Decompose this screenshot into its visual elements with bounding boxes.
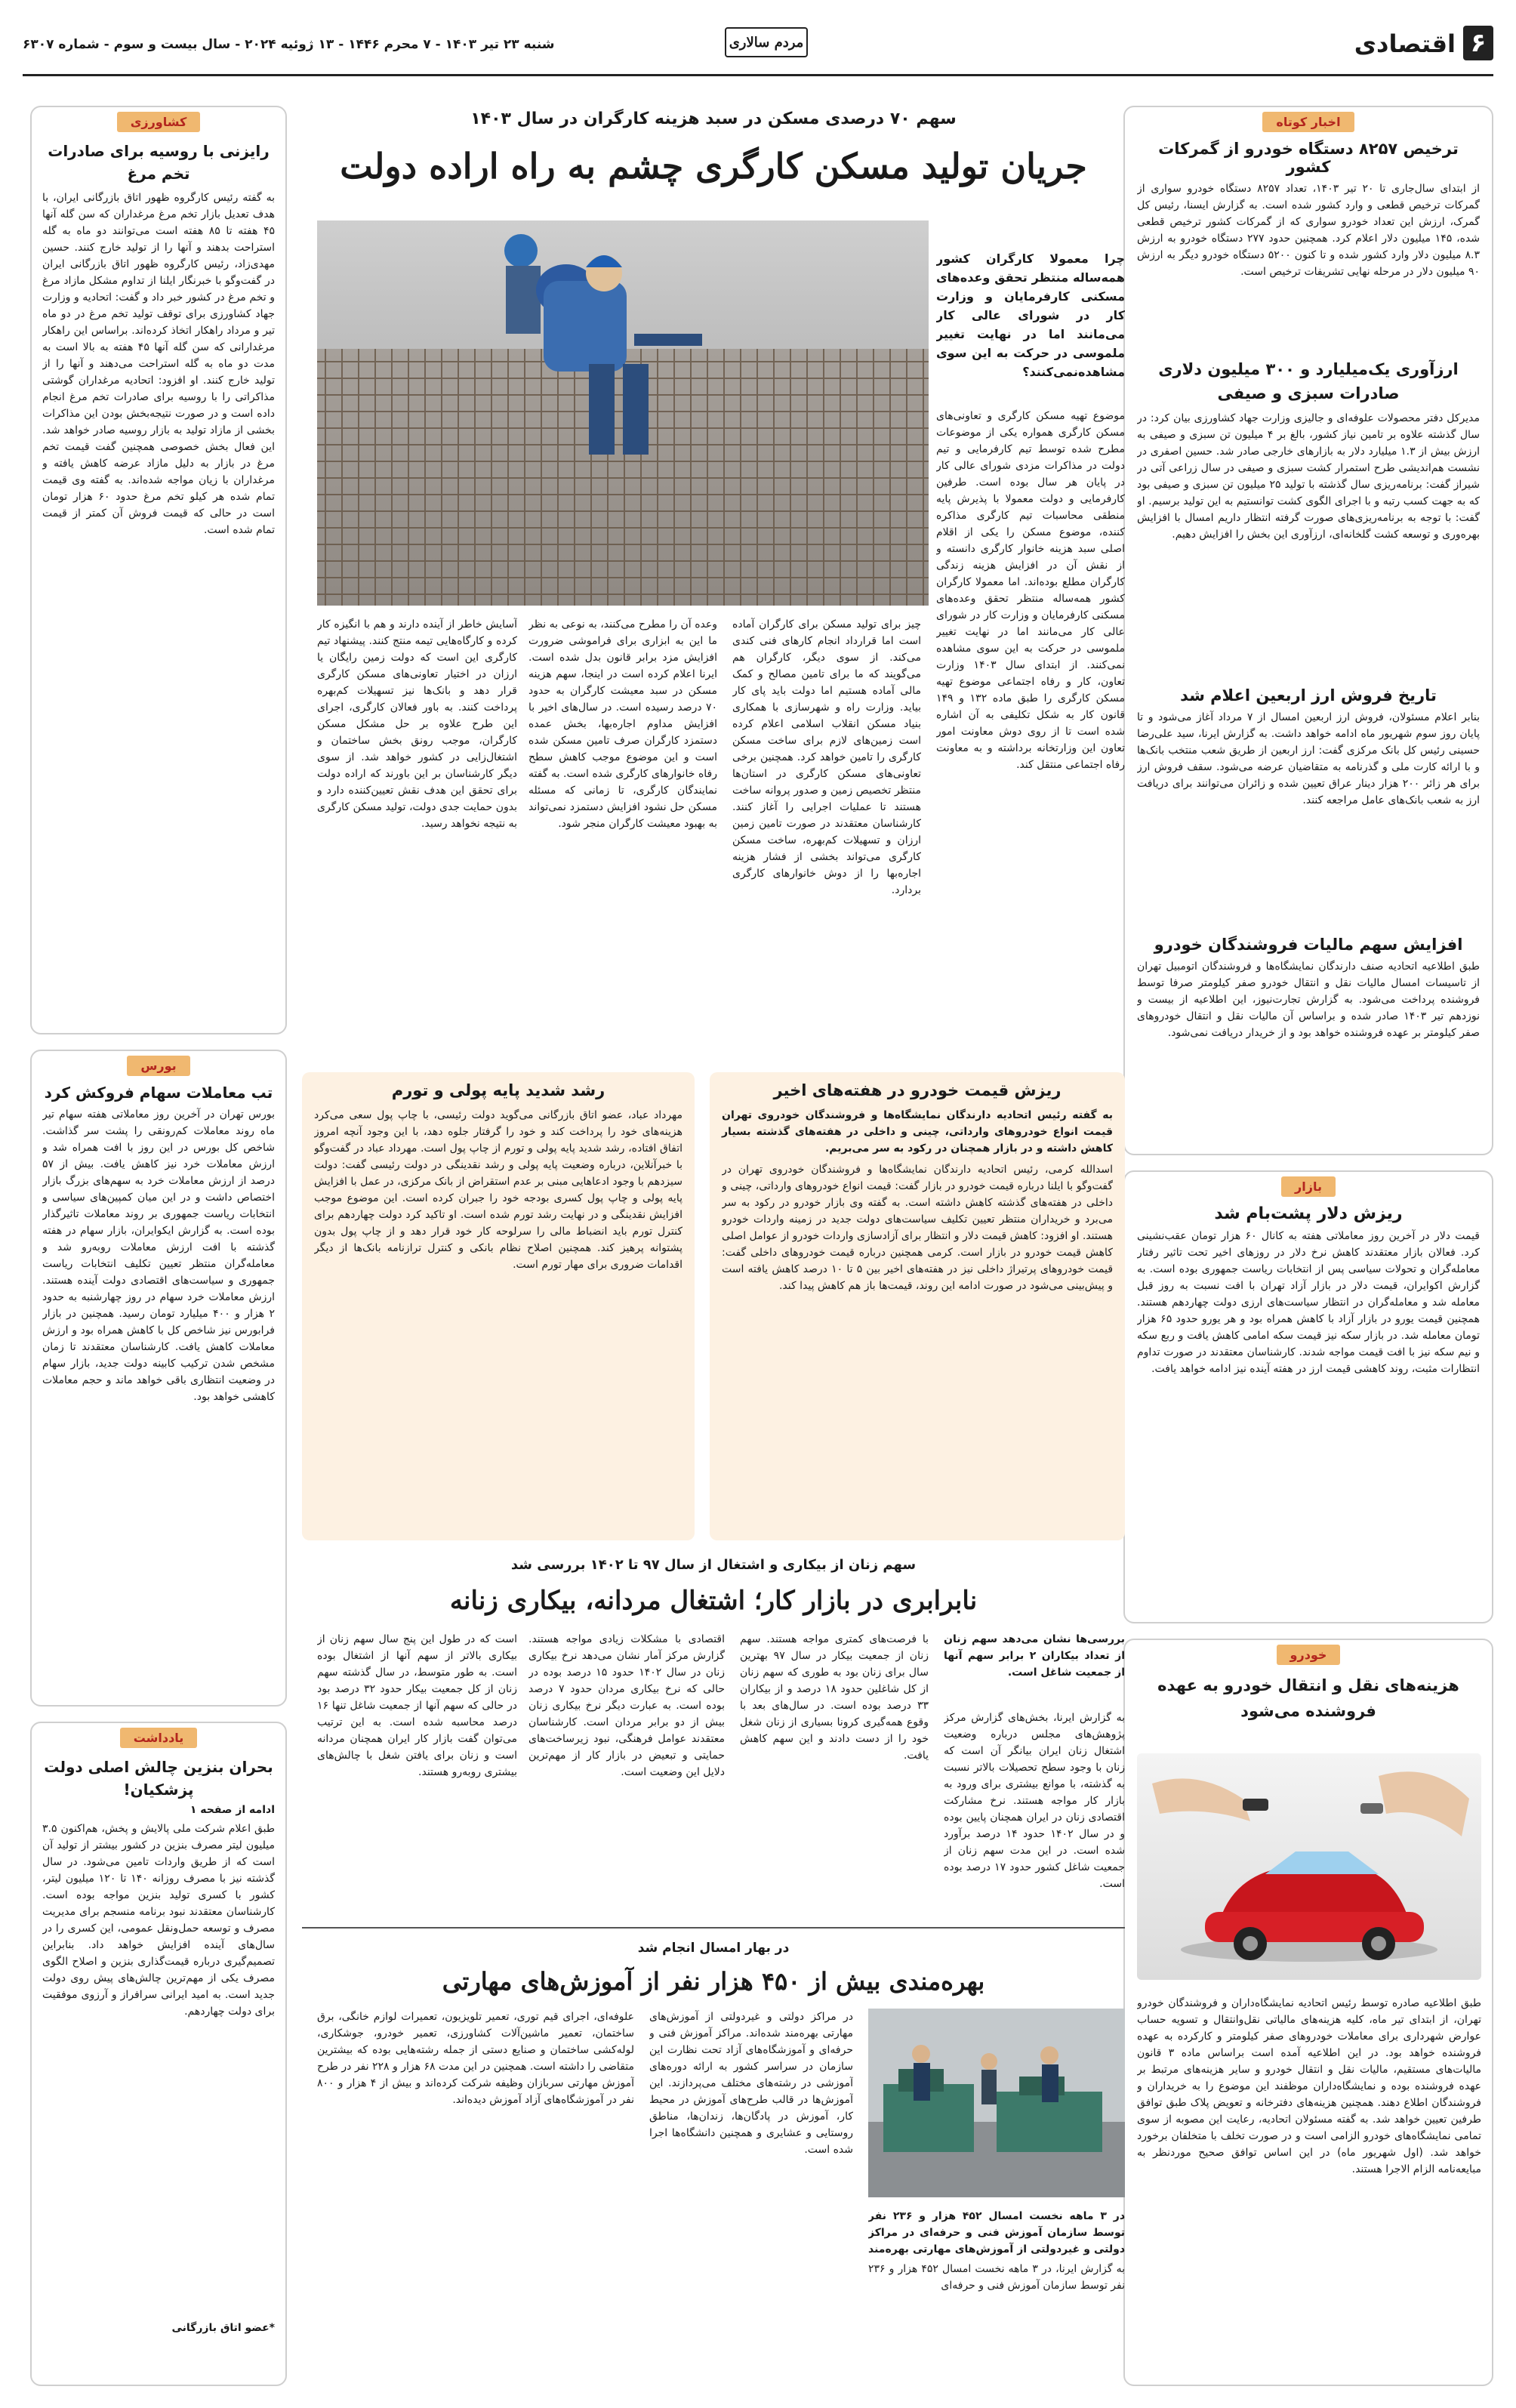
news-4-title: افزایش سهم مالیات فروشندگان خودرو bbox=[1154, 936, 1463, 954]
date-line: شنبه ۲۳ تیر ۱۴۰۳ - ۷ محرم ۱۴۴۶ - ۱۳ ژوئیه ۲۰۲۴ - سال بیست و سوم - شماره ۶۳۰۷ bbox=[23, 37, 555, 52]
lead-col1: موضوع تهیه مسکن کارگری و تعاونی‌های مسکن کارگری همواره یکی از موضوعات مطرح شده توسط تیم کارفرمایی و تیم دولت در مذاکرات مزدی شورای عالی کار در پایان هر سال بوده است. طرفین کارفرمایی و دولت معمولا با پذیرش پایه منطقی محاسبات تیم کارگری مذاکره کننده، موضوع مسکن را یکی از اقلام اصلی سبد هزینه خانوار کارگری دانسته و از نقش آن در افزایش هزینه زندگی کارگران مطلع بوده‌اند. اما معمولا کارگران کشور همه‌ساله منتظر تحقق وعده‌های مسکنی کارفرمایان و وزارت کار در شورای عالی کار می‌مانند اما در نهایت تغییر ملموسی در حرکت به این سوی مشاهده نمی‌کنند. از ابتدای سال ۱۴۰۳ وزارت تعاون، کار و رفاه اجتماعی موضوع تهیه مسکن کارگری را طبق ماده ۱۳۲ و ۱۴۹ قانون کار به شکل تکلیفی به آن اشاره شده است تا از روی دوش معاونت امور تعاون این وزارتخانه برداشته و به معاونت رفاه اجتماعی منتقل کند. bbox=[936, 410, 1125, 771]
masthead bbox=[23, 21, 1493, 66]
car-price-title: ریزش قیمت خودرو در هفته‌های اخیر bbox=[773, 1081, 1062, 1099]
labor-body1: به گزارش ایرنا، بخش‌های گزارش مرکز پژوهش‌های مجلس درباره وضعیت اشتغال زنان ایران بیانگر آن است که زنان با وجود سطح تحصیلات بالاتر نسبت به گذشته، با موانع بیشتری برای ورود به بازار کار مواجه هستند. نرخ مشارکت اقتصادی زنان در ایران همچنان پایین بوده و در سال ۱۴۰۲ حدود ۱۴ درصد برآورد شده است. در این مدت سهم زنان از جمعیت شاغل کشور حدود ۱۷ درصد بوده است. bbox=[944, 1712, 1125, 1890]
lead-title: جریان تولید مسکن کارگری چشم به راه اراده دولت bbox=[340, 146, 1087, 187]
lead-col2: چیز برای تولید مسکن برای کارگران آماده است اما قرارداد انجام کارهای فنی کندی می‌کند. از سوی دیگر، کارگران هم می‌گویند که ما برای تامین مصالح و کمک مالی آماده هستیم اما دولت باید پای کار بیاید. وزارت راه و شهرسازی با همکاری بنیاد مسکن انقلاب اسلامی اعلام کرده است زمین‌های لازم برای ساخت مسکن کارگری را تامین خواهد کرد. همچنین برخی تعاونی‌های مسکن کارگری در استان‌ها منتظر تخصیص زمین و صدور پروانه ساخت هستند تا عملیات اجرایی را آغاز کنند. کارشناسان معتقدند در صورت تامین زمین ارزان و تسهیلات کم‌بهره، ساخت مسکن کارگری می‌تواند بخشی از فشار هزینه اجاره‌بها را از دوش خانوارهای کارگری بردارد. bbox=[732, 618, 921, 896]
note-box bbox=[30, 1722, 287, 2386]
bourse-body: بورس تهران در آخرین روز معاملاتی هفته سهام تیر ماه روند معاملات کم‌رونقی را پشت سر گذاشت. شاخص کل بورس در این روز با افت همراه شد و ارزش معاملات خرد نیز کاهش یافت. بیش از ۵۷ درصد از ارزش معاملات خرد به سهم‌های بزرگ بازار اختصاص داشت و در این میان کمپین‌های سیاسی و انتخابات ریاست جمهوری بر روند معاملات تاثیرگذار بوده است. به گزارش ایکوایران، بازار سهام در هفته گذشته با افت ارزش معاملات روبه‌رو شد و معامله‌گران منتظر تعیین تکلیف انتخابات ریاست جمهوری و سیاست‌های اقتصادی دولت آینده هستند. ارزش معاملات خرد سهام در روز چهارشنبه به حدود ۲ هزار و ۴۰۰ میلیارد تومان رسید. همچنین در بازار فرابورس نیز شاخص کل با کاهش همراه بود و ارزش معاملات کاهش یافت. کارشناسان معتقدند تا زمان مشخص شدن ترکیب کابینه دولت جدید، بازار سهام در وضعیت انتظاری باقی خواهد ماند و حجم معاملات کاهشی خواهد بود. bbox=[42, 1108, 275, 1403]
agri-title: رایزنی با روسیه برای صادرات تخم مرغ bbox=[48, 142, 270, 183]
note-tag: یادداشت bbox=[120, 1728, 198, 1748]
section-title: اقتصادی bbox=[1354, 29, 1456, 58]
labor-title: نابرابری در بازار کار؛ اشتغال مردانه، بیکاری زنانه bbox=[449, 1586, 978, 1616]
market-box bbox=[1123, 1170, 1493, 1623]
market-title: ریزش دلار پشت‌بام شد bbox=[1214, 1204, 1403, 1223]
news-2-title: ارزآوری یک‌میلیارد و ۳۰۰ میلیون دلاری صادرات سبزی و صیفی bbox=[1158, 360, 1459, 402]
auto-body: طبق اطلاعیه صادره توسط رئیس اتحادیه نمایشگاه‌داران و فروشندگان خودرو تهران، از ابتدای تیر ماه، کلیه هزینه‌های مالیاتی نقل‌وانتقال و تسویه حساب عوارض شهرداری برای معاملات خودروهای صفر کیلومتر و کارکرده به عهده فروشنده خواهد بود. در این اطلاعیه آمده است براساس ماده ۳ قانون مالیات‌های مستقیم، مالیات نقل و انتقال خودرو و سایر هزینه‌های مرتبط بر عهده فروشنده بوده و نمایشگاه‌داران موظفند این موضوع را به خریداران و فروشندگان اطلاع دهند. همچنین هزینه‌های دفترخانه و تعویض پلاک طبق توافق طرفین تعیین خواهد شد. به گفته مسئولان اتحادیه، رعایت این مصوبه از سوی تمامی نمایشگاه‌های خودرو الزامی است و در صورت تخلف با متخلفان برخورد خواهد شد. (اول شهریور ماه) در این اساس توافق صحیح موردنظر به مبایعه‌نامه الزام الاجرا هستند. bbox=[1137, 1997, 1481, 2175]
auto-title: هزینه‌های نقل و انتقال خودرو به عهده فروشنده می‌شود bbox=[1157, 1676, 1459, 1720]
training-caption: در ۳ ماهه نخست امسال ۴۵۲ هزار و ۲۳۶ نفر توسط سازمان آموزش فنی و حرفه‌ای در مراکز دولتی و غیردولتی از آموزش‌های مهارتی بهره‌مند bbox=[868, 2210, 1125, 2255]
car-keys-photo bbox=[1137, 1753, 1481, 1980]
bourse-tag: بورس bbox=[127, 1056, 190, 1076]
money-base-title: رشد شدید پایه پولی و تورم bbox=[391, 1081, 605, 1099]
news-4-body: طبق اطلاعیه اتحادیه صنف دارندگان نمایشگاه‌ها و فروشندگان اتومبیل تهران از تاسیسات امسال مالیات نقل و انتقال خودرو صفر کیلومتر صرفا توسط فروشنده پرداخت می‌شود. به گزارش تجارت‌نیوز، این اطلاعیه از بیست و نوزدهم تیر ۱۴۰۳ صادر شده و براساس آن مالیات نقل و انتقال خودروهای صفر کیلومتر بر عهده فروشنده خواهد بود و از خریدار دریافت نمی‌شود. bbox=[1137, 960, 1480, 1039]
paper-logo: مردم سالاری bbox=[725, 27, 808, 57]
workshop-photo bbox=[868, 2009, 1125, 2197]
news-1-body: از ابتدای سال‌جاری تا ۲۰ تیر ۱۴۰۳، تعداد ۸۲۵۷ دستگاه خودرو سواری از گمرکات ترخیص قطعی و وارد کشور شده است. به گزارش ایسنا، رئیس کل گمرک، ارزش این تعداد خودرو سواری که از گمرکات کشور ترخیص قطعی شده، ۱۴۵ میلیون دلار اعلام کرد. همچنین حدود ۲۷۷ دستگاه خودرو به ارزش ۸.۳ میلیون دلار وارد کشور شده و تا کنون ۵۲۰۰ دستگاه خودرو دیگر به ارزش ۹۰ میلیون دلار در مرحله نهایی تشریفات ترخیص است. bbox=[1137, 183, 1480, 278]
short-news-box bbox=[1123, 106, 1493, 1155]
lead-kicker: سهم ۷۰ درصدی مسکن در سبد هزینه کارگران در سال ۱۴۰۳ bbox=[470, 109, 957, 128]
page-number-badge: ۶ bbox=[1463, 26, 1493, 60]
labor-lede: بررسی‌ها نشان می‌دهد سهم زنان از تعداد بیکاران ۲ برابر سهم آنها از جمعیت شاغل است. bbox=[944, 1633, 1125, 1679]
labor-body3: اقتصادی با مشکلات زیادی مواجه هستند. گزارش مرکز آمار نشان می‌دهد نرخ بیکاری زنان در سال ۱۴۰۲ حدود ۱۵ درصد بوده در حالی که نرخ بیکاری مردان حدود ۷ درصد بوده است. به عبارت دیگر نرخ بیکاری زنان بیش از دو برابر مردان است. کارشناسان معتقدند عوامل فرهنگی، نبود زیرساخت‌های حمایتی و تبعیض در بازار کار از مهم‌ترین دلایل این وضعیت است. bbox=[528, 1633, 725, 1778]
training-body1: در مراکز دولتی و غیردولتی از آموزش‌های مهارتی بهره‌مند شده‌اند. مراکز آموزش فنی و حرفه‌ای و آموزشگاه‌های آزاد تحت نظارت این سازمان در سراسر کشور به ارائه دوره‌های آموزشی در رشته‌های مختلف می‌پردازند. این آموزش‌ها در قالب طرح‌های آموزش در محیط کار، آموزش در پادگان‌ها، زندان‌ها، مناطق روستایی و عشایری و همچنین دانشگاه‌ها اجرا شده است. bbox=[649, 2011, 853, 2156]
money-base-body: مهرداد عباد، عضو اتاق بازرگانی می‌گوید دولت رئیسی، با چاپ پول سعی می‌کرد هزینه‌های خود را پرداخت کند و خود را گرفتار جلوه دهد، با این وجود آنچه امروز اتفاق افتاده، رشد شدید پایه پولی و تورم از چاپ پول است. مهرداد عباد در گفت‌وگو با خبرآنلاین، درباره وضعیت پایه پولی و رشد نقدینگی در دولت رئیسی گفت: دولت سیزدهم با وجود ادعاهایی مبنی بر عدم استقراض از بانک مرکزی، در عمل با افزایش پایه پولی و چاپ پول کسری بودجه خود را جبران کرده است. این موضوع موجب افزایش نقدینگی و در نهایت رشد تورم شده است. او تاکید کرد دولت چهاردهم برای کنترل تورم باید انضباط مالی را سرلوحه کار خود قرار دهد و از چاپ پول بدون پشتوانه پرهیز کند. همچنین اصلاح نظام بانکی و کنترل ترازنامه بانک‌ها از دیگر اقدامات ضروری برای مهار تورم است. bbox=[314, 1109, 683, 1271]
training-title: بهره‌مندی بیش از ۴۵۰ هزار نفر از آموزش‌های مهارتی bbox=[442, 1967, 985, 1996]
news-2-body: مدیرکل دفتر محصولات علوفه‌ای و جالیزی وزارت جهاد کشاورزی بیان کرد: در سال گذشته علاوه بر تامین نیاز کشور، بالغ بر ۴ میلیون تن سبزی و صیفی به ارزش بیش از ۱.۳ میلیارد دلار به بازارهای خارجی صادر شد. حسین اصفری در نشست هم‌اندیشی طرح استمرار کشت سبزی و صیفی در سال زراعی آتی در شیراز گفت: برنامه‌ریزی سال گذشته با تولید ۲۵ میلیون تن سبزی و صیفی بود که به جهت کسب رتبه و با اجرای الگوی کشت توانستیم به این تولید برسیم. او گفت: با توجه به برنامه‌ریزی‌های صورت گرفته انتظار داریم امسال با افزایش بهره‌وری و توسعه کشت گلخانه‌ای، ارزآوری این بخش را افزایش دهیم. bbox=[1137, 412, 1480, 541]
training-kicker: در بهار امسال انجام شد bbox=[637, 1941, 790, 1956]
market-tag: بازار bbox=[1281, 1176, 1336, 1197]
note-title: بحران بنزین چالش اصلی دولت پزشکیان! bbox=[44, 1758, 273, 1799]
labor-body2: با فرصت‌های کمتری مواجه هستند. سهم زنان از جمعیت بیکار در سال ۹۷ بهترین سال برای زنان بود به طوری که سهم زنان از کل شاغلین حدود ۱۸ درصد و از بیکاران ۳۳ درصد بوده است. در سال‌های بعد با وقوع همه‌گیری کرونا بسیاری از زنان شغل خود را از دست دادند و این سهم کاهش یافت. bbox=[740, 1633, 929, 1762]
news-3-title: تاریخ فروش ارز اربعین اعلام شد bbox=[1180, 686, 1437, 705]
market-body: قیمت دلار در آخرین روز معاملاتی هفته به کانال ۶۰ هزار تومان عقب‌نشینی کرد. فعالان بازار معتقدند کاهش نرخ دلار در روزهای اخیر تحت تاثیر رفتار معامله‌گران و تحولات سیاسی پس از انتخابات ریاست جمهوری بوده است. به گزارش اکوایران، قیمت دلار در بازار آزاد تهران با افت نسبت به روز قبل معامله شد و معامله‌گران در انتظار سیاست‌های ارزی دولت چهاردهم هستند. همچنین قیمت یورو در بازار آزاد با کاهش همراه بود و هر یورو حدود ۶۵ هزار تومان معامله شد. در بازار سکه نیز قیمت سکه امامی کاهش یافت و ربع سکه و نیم سکه نیز با افت قیمت مواجه شدند. کارشناسان معتقدند در صورت تداوم انتظارات مثبت، روند کاهشی قیمت ارز در هفته آینده نیز ادامه خواهد یافت. bbox=[1137, 1230, 1480, 1375]
news-1-title: ترخیص ۸۲۵۷ دستگاه خودرو از گمرکات کشور bbox=[1158, 140, 1459, 176]
lead-col4: آسایش خاطر از آینده دارند و هم با انگیزه کار کرده و کارگاه‌هایی تیمه منتج کنند. پیشنهاد تیم کارگری این است که دولت زمین رایگان یا ارزان در اختیار تعاونی‌های مسکن کارگری قرار دهد و بانک‌ها نیز تسهیلات کم‌بهره پرداخت کنند. به باور فعالان کارگری، اجرای این طرح علاوه بر حل مشکل مسکن کارگران، موجب رونق بخش ساختمان و اشتغال‌زایی در کشور خواهد شد. از سوی دیگر کارشناسان بر این باورند که اراده دولت برای تحقق این هدف نقش تعیین‌کننده دارد و بدون حمایت جدی دولت، تولید مسکن کارگری به نتیجه نخواهد رسید. bbox=[317, 618, 517, 830]
lead-lede: چرا معمولا کارگران کشور همه‌ساله منتظر تحقق وعده‌های مسکنی کارفرمایان و وزارت کار در شورای عالی کار می‌مانند اما در نهایت تغییر ملموسی در حرکت به این سوی مشاهده‌نمی‌کنند؟ bbox=[936, 251, 1125, 379]
car-price-body: اسدالله کرمی، رئیس اتحادیه دارندگان نمایشگاه‌ها و فروشندگان خودروی تهران در گفت‌وگو با ایلنا درباره قیمت خودرو در بازار گفت: قیمت انواع خودروهای وارداتی، چینی و داخلی در هفته‌های گذشته کاهش داشته است. به گفته وی بازار خودرو در رکود به سر می‌برد و خریداران منتظر تعیین تکلیف سیاست‌های دولت جدید در زمینه واردات خودرو هستند. او افزود: کاهش قیمت دلار و انتظار برای آزادسازی واردات خودرو از عوامل اصلی کاهش قیمت خودرو در بازار است. کرمی همچنین درباره قیمت خودروهای داخلی گفت: قیمت خودروهای پرتیراژ داخلی نیز در هفته‌های اخیر بین ۵ تا ۱۰ درصد کاهش یافته است و پیش‌بینی می‌شود در صورت ادامه این روند، قیمت‌ها باز هم کاهش پیدا کند. bbox=[722, 1164, 1113, 1292]
auto-tag: خودرو bbox=[1277, 1645, 1341, 1665]
short-news-tag: اخبار کوتاه bbox=[1262, 112, 1354, 132]
bourse-title: تب معاملات سهام فروکش کرد bbox=[44, 1084, 273, 1102]
agri-box bbox=[30, 106, 287, 1034]
car-price-lede: به گفته رئیس اتحادیه دارندگان نمایشگاه‌ها و فروشندگان خودروی تهران قیمت انواع خودروهای وارداتی، چینی و داخلی در هفته‌های گذشته بسیار کاهش داشته و در بازار همچنان در رکود به سر می‌بریم. bbox=[722, 1109, 1113, 1155]
note-body: طبق اعلام شرکت ملی پالایش و پخش، هم‌اکنون ۳.۵ میلیون لیتر مصرف بنزین در کشور بیشتر از تولید آن است که از طریق واردات تامین می‌شود. در سال گذشته نیز با مصرف روزانه ۱۴۰ تا ۱۲۰ میلیون لیتر، کشور با کسری تولید بنزین مواجه بوده است. کارشناسان معتقدند نبود برنامه منسجم برای مدیریت مصرف و توسعه حمل‌ونقل عمومی، این کسری را در سال‌های آینده افزایش خواهد داد. بنابراین تصمیم‌گیری درباره قیمت‌گذاری بنزین و اصلاح الگوی مصرف یکی از مهم‌ترین چالش‌های پیش روی دولت جدید است. به امید ایرانی سرافراز و آرزوی موفقیت برای دولت چهاردهم. bbox=[42, 1823, 275, 2018]
labor-kicker: سهم زنان از بیکاری و اشتغال از سال ۹۷ تا ۱۴۰۲ بررسی شد bbox=[510, 1557, 917, 1573]
note-continued: ادامه از صفحه ۱ bbox=[190, 1804, 275, 1816]
training-caption2: به گزارش ایرنا، در ۳ ماهه نخست امسال ۴۵۲ هزار و ۲۳۶ نفر توسط سازمان آموزش فنی و حرفه‌ای bbox=[868, 2263, 1125, 2292]
worker-photo bbox=[317, 220, 929, 606]
agri-body: به گفته رئیس کارگروه ظهور اتاق بازرگانی ایران، با هدف تعدیل بازار تخم مرغ مرغداران که سن گله آنها ۴۵ هفته تا ۸۵ هفته است می‌توانند دو ماه به گله استراحت بدهند و آنها را از تولید خارج کنند. حسین مهدی‌زاد، رئیس کارگروه ظهور اتاق بازرگانی ایران در گفت‌وگو با خبرنگار ایلنا از تداوم مشکل مازاد مرغ و تخم مرغ در کشور خبر داد و گفت: اتحادیه و وزارت جهاد کشاورزی برای توقف تولید تخم مرغ در دو ماه تیر و مرداد راهکار اتخاذ کرده‌اند. براساس این راهکار مرغدارانی که سن گله آنها ۴۵ هفته به بالا است به مدت دو ماه به گله استراحت می‌دهند و آنها را از تولید خارج کنند. او افزود: اتحادیه مرغداران گوشتی مذاکراتی را با روسیه برای صادرات تخم مرغ انجام داده است و در صورت نتیجه‌بخش بودن این مذاکرات بخشی از مازاد تولید به بازار روسیه صادر خواهد شد. این فعال بخش خصوصی همچنین گفت قیمت تخم مرغ در بازار به دلیل مازاد عرضه کاهش یافته و مرغداران با زیان مواجه شده‌اند. به گفته وی قیمت تمام شده هر کیلو تخم مرغ حدود ۶۰ هزار تومان است در حالی که قیمت فروش آن کمتر از قیمت تمام شده است. bbox=[42, 192, 275, 536]
lead-col3: وعده آن را مطرح می‌کنند، به نوعی به نظر ما این به ابزاری برای فراموشی ضرورت افزایش مزد برابر قانون بدل شده است. ایرنا اعلام کرده است در اینجا، سهم هزینه مسکن در سبد معیشت کارگران به حدود ۷۰ درصد رسیده است. در سال‌های اخیر با افزایش مداوم اجاره‌بها، بخش عمده دستمزد کارگران صرف تامین مسکن شده است و این موضوع موجب کاهش سطح رفاه خانوارهای کارگری شده است. به گفته نمایندگان کارگری، تا زمانی که مسئله مسکن حل نشود افزایش دستمزد نمی‌تواند به بهبود معیشت کارگران منجر شود. bbox=[528, 618, 717, 830]
masthead-divider bbox=[23, 74, 1493, 76]
training-body2: علوفه‌ای، اجرای قیم توری، تعمیر تلویزیون، تعمیرات لوازم خانگی، برق ساختمان، تعمیر ماشین‌آلات کشاورزی، تعمیر خودرو، جوشکاری، لوله‌کشی ساختمان و صنایع دستی از جمله رشته‌هایی بوده که بیشترین متقاضی را داشته است. همچنین در این مدت ۶۸ هزار و ۲۲۸ نفر در طرح آموزش مهارتی سربازان وظیفه شرکت کرده‌اند و بیش از ۴ هزار و ۸۰۰ نفر در آموزشگاه‌های آزاد آموزش دیده‌اند. bbox=[317, 2011, 634, 2106]
bourse-box bbox=[30, 1050, 287, 1707]
training-divider bbox=[302, 1927, 1125, 1929]
agri-tag: کشاورزی bbox=[117, 112, 201, 132]
money-base-box bbox=[302, 1072, 695, 1540]
car-price-box bbox=[710, 1072, 1125, 1540]
auto-box bbox=[1123, 1639, 1493, 2386]
note-author: *عضو اتاق بازرگانی bbox=[171, 2322, 275, 2334]
news-3-body: بنابر اعلام مسئولان، فروش ارز اربعین امسال از ۷ مرداد آغاز می‌شود و تا پایان روز سوم شهریور ماه ادامه خواهد داشت. به گزارش ایرنا، سید علی‌رضا حسینی رئیس کل بانک مرکزی گفت: ارز اربعین از طریق شعب منتخب بانک‌ها و با ارائه کارت ملی و گذرنامه به متقاضیان عرضه می‌شود. سقف فروش ارز برای هر زائر ۲۰۰ هزار دینار عراق تعیین شده و زائران می‌توانند برای دریافت ارز به شعب بانک‌های عامل مراجعه کنند. bbox=[1137, 711, 1480, 806]
labor-body4: است که در طول این پنج سال سهم زنان از بیکاری بالاتر از سهم آنها از اشتغال بوده است. به طور متوسط، در سال گذشته سهم زنان از کل جمعیت بیکار حدود ۳۲ درصد بود در حالی که سهم آنها از جمعیت شاغل تنها ۱۶ درصد محاسبه شده است. به این ترتیب می‌توان گفت بازار کار ایران همچنان مردانه است و زنان برای یافتن شغل با چالش‌های بیشتری روبه‌رو هستند. bbox=[317, 1633, 517, 1778]
